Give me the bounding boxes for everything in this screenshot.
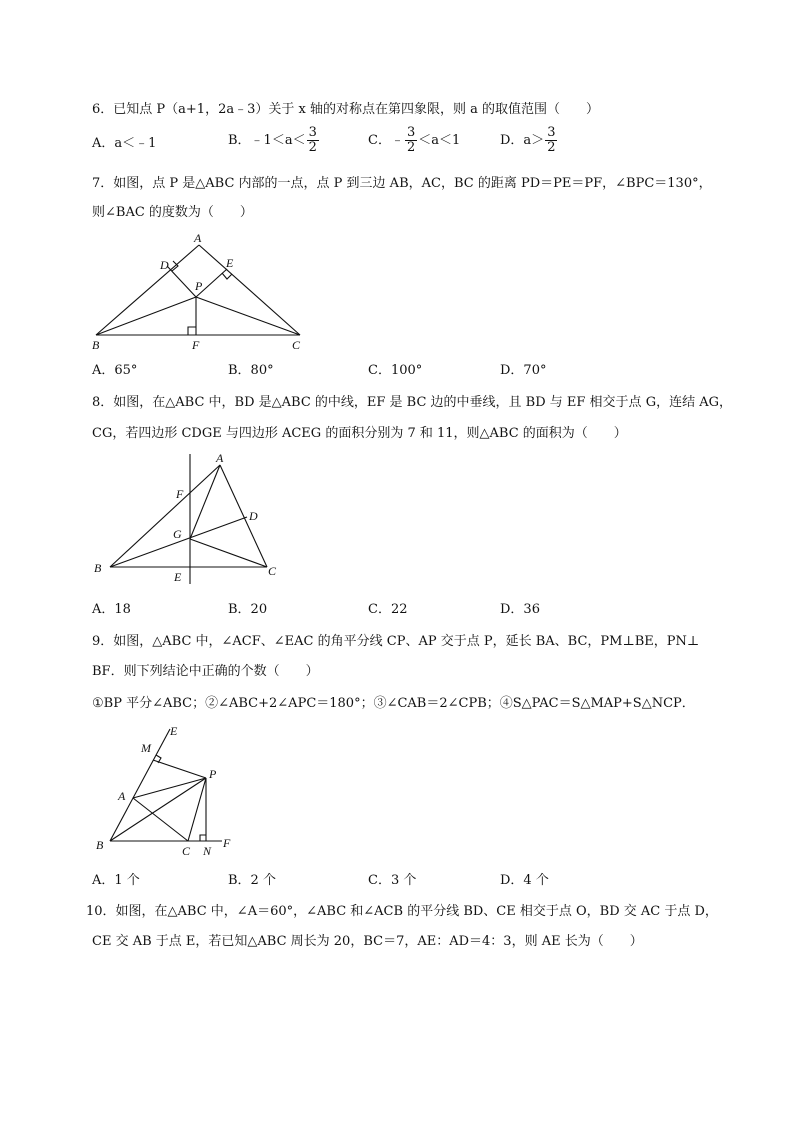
q7-figure xyxy=(88,228,318,356)
q8-option-d: D．36 xyxy=(500,602,540,617)
q9-option-b: B．2 个 xyxy=(228,873,276,888)
q6-stem: 6．已知点 P（a+1，2a﹣3）关于 x 轴的对称点在第四象限，则 a 的取值范围（ ） xyxy=(92,102,599,117)
q6-option-c xyxy=(368,126,460,155)
q7-option-c: C．100° xyxy=(368,363,423,378)
q9-stem-line2: BF．则下列结论中正确的个数（ ） xyxy=(92,664,319,679)
q7-label-f: F xyxy=(192,338,200,352)
q10-stem-line2: CE 交 AB 于点 E，若已知△ABC 周长为 20，BC＝7，AE：AD＝4：3，则 AE 长为（ ） xyxy=(92,934,643,949)
q7-option-a: A．65° xyxy=(92,363,138,378)
q6-option-b xyxy=(228,126,320,155)
q6-option-c-numerator: 3 xyxy=(406,125,416,140)
q8-label-b: B xyxy=(94,561,102,575)
q9-label-f: F xyxy=(223,836,231,850)
q7-option-d: D．70° xyxy=(500,363,547,378)
q6-option-a: A．a＜﹣1 xyxy=(92,136,157,151)
q7-stem-line2: 则∠BAC 的度数为（ ） xyxy=(92,205,253,220)
q9-label-e: E xyxy=(170,724,178,738)
q6-option-c-prefix: C．﹣ xyxy=(368,133,404,148)
q6-option-b-prefix: B．﹣1＜a＜ xyxy=(228,133,306,148)
q6-option-b-fraction xyxy=(307,126,319,155)
q8-label-g: G xyxy=(173,527,182,541)
q9-figure xyxy=(90,722,250,862)
q7-label-a: A xyxy=(194,231,202,245)
q7-label-d: D xyxy=(160,258,169,272)
q8-label-c: C xyxy=(268,564,277,578)
q6-option-d-fraction xyxy=(545,126,557,155)
q8-option-a: A．18 xyxy=(92,602,131,617)
q7-stem-line1: 7．如图，点 P 是△ABC 内部的一点，点 P 到三边 AB，AC，BC 的距离 PD＝PE＝PF，∠BPC＝130°， xyxy=(92,176,712,191)
q6-option-c-denominator: 2 xyxy=(406,140,416,155)
q9-stem-line1: 9．如图，△ABC 中，∠ACF、∠EAC 的角平分线 CP、AP 交于点 P，延长 BA、BC，PM⊥BE，PN⊥ xyxy=(92,634,700,649)
q8-stem-line2: CG，若四边形 CDGE 与四边形 ACEG 的面积分别为 7 和 11，则△ABC 的面积为（ ） xyxy=(92,426,627,441)
q9-option-c: C．3 个 xyxy=(368,873,417,888)
q8-option-c: C．22 xyxy=(368,602,408,617)
q8-label-e: E xyxy=(174,570,182,584)
q8-figure xyxy=(90,450,290,590)
q6-option-d-numerator: 3 xyxy=(547,125,556,140)
q9-option-a: A．1 个 xyxy=(92,873,140,888)
q7-label-e: E xyxy=(226,256,234,270)
q8-label-a: A xyxy=(216,451,224,465)
q9-option-d: D．4 个 xyxy=(500,873,549,888)
q10-stem-line1: 10．如图，在△ABC 中，∠A＝60°，∠ABC 和∠ACB 的平分线 BD、CE 相交于点 O，BD 交 AC 于点 D， xyxy=(86,904,718,919)
q9-label-a: A xyxy=(118,789,126,803)
q6-option-c-suffix: ＜a＜1 xyxy=(418,133,461,148)
q6-option-b-numerator: 3 xyxy=(308,125,317,140)
q6-option-b-denominator: 2 xyxy=(308,140,317,155)
q7-option-b: B．80° xyxy=(228,363,274,378)
q8-label-f: F xyxy=(176,487,184,501)
q7-label-b: B xyxy=(92,338,100,352)
q9-label-p: P xyxy=(209,767,217,781)
q8-stem-line1: 8．如图，在△ABC 中，BD 是△ABC 的中线，EF 是 BC 边的中垂线，且 BD 与 EF 相交于点 G，连结 AG， xyxy=(92,395,732,410)
q9-label-m: M xyxy=(141,741,151,755)
q9-label-b: B xyxy=(96,838,104,852)
q6-option-c-fraction xyxy=(405,126,417,155)
q8-label-d: D xyxy=(249,509,258,523)
q9-stem-line3: ①BP 平分∠ABC；②∠ABC+2∠APC＝180°；③∠CAB＝2∠CPB；④S△PAC＝S△MAP+S△NCP． xyxy=(92,696,695,711)
q6-option-d-denominator: 2 xyxy=(547,140,556,155)
q9-label-c: C xyxy=(182,844,191,858)
q7-label-p: P xyxy=(195,279,203,293)
q7-label-c: C xyxy=(292,338,301,352)
q9-label-n: N xyxy=(203,844,212,858)
q8-option-b: B．20 xyxy=(228,602,268,617)
q6-option-d xyxy=(500,126,558,155)
q6-option-d-prefix: D．a＞ xyxy=(500,133,545,148)
